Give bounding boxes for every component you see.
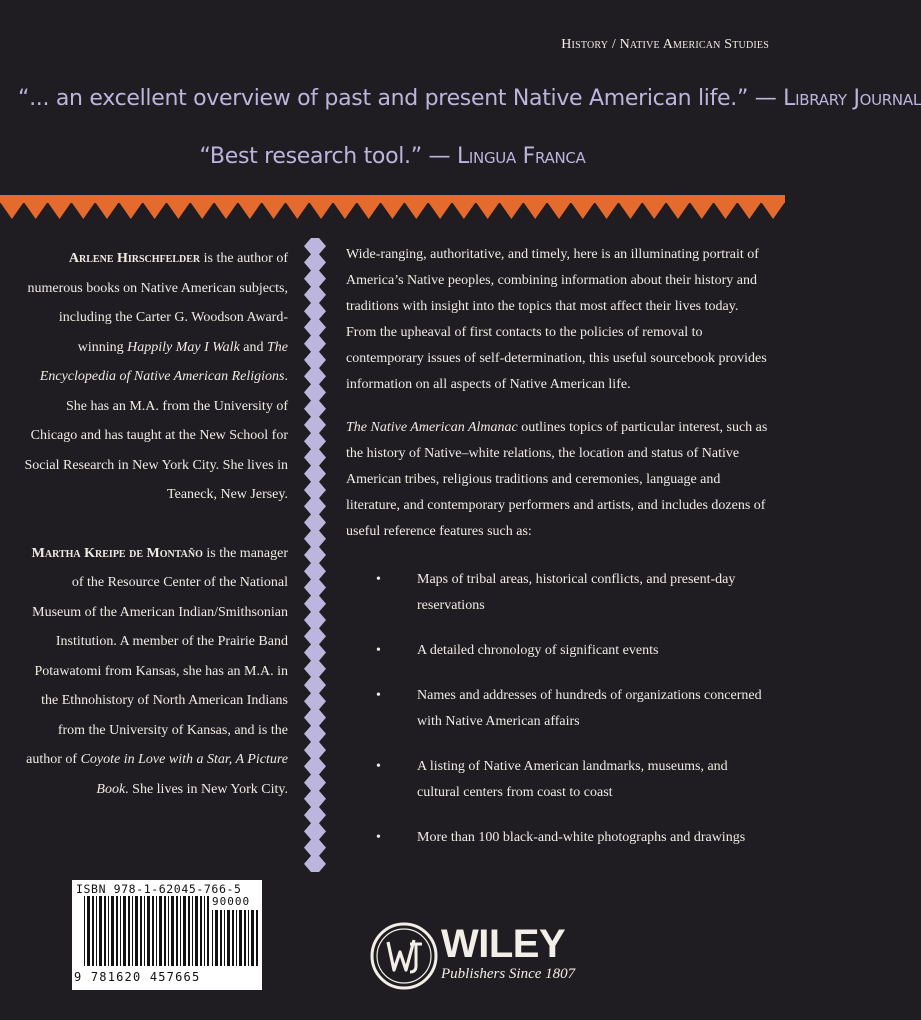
list-item: • A listing of Native American landmarks, museums, and cultural centers from coast to coast xyxy=(346,754,770,806)
book-title-coyote: Coyote in Love with a Star, A Picture Book xyxy=(80,752,288,797)
bullet-icon: • xyxy=(376,759,381,774)
isbn-barcode xyxy=(72,880,262,990)
quote-2-text: “Best research tool.” — xyxy=(199,144,451,169)
description-paragraph-2: The Native American Almanac outlines topics of particular interest, such as the history of Native–white relations, the location and status of Native American tribes, religious traditions and ceremonies, language and literature, and contemporary performers and artists, and includes dozens of useful reference features such as: xyxy=(346,420,768,539)
bullet-icon: • xyxy=(376,643,381,658)
bullet-icon: • xyxy=(376,688,381,703)
book-title-happily-may-i-walk: Happily May I Walk xyxy=(127,339,240,355)
book-description xyxy=(346,242,770,870)
list-item: • Names and addresses of hundreds of organizations concerned with Native American affairs xyxy=(346,683,770,735)
author-bio-2: Martha Kreipe de Montaño is the manager of the Resource Center of the National Museum of the American Indian/Smithsonian Institution. A member of the Prairie Band Potawatomi from Kansas, she has an M.A. in the Ethnohistory of North American Indians from the University of Kansas, and is the author of Coyote in Love with a Star, A Picture Book. She lives in New York City. xyxy=(26,545,288,797)
quote-1 xyxy=(18,86,921,111)
price-code: 90000 xyxy=(212,895,251,908)
quote-2 xyxy=(0,144,785,169)
book-title-encyclopedia: The Encyclopedia of Native American Religions xyxy=(39,339,288,384)
list-item: • Maps of tribal areas, historical conflicts, and present-day reservations xyxy=(346,567,770,619)
author-bio-1: Arlene Hirschfelder is the author of numerous books on Native American subjects, including the Carter G. Woodson Award-winning Happily May I Walk and The Encyclopedia of Native American Religions. She has an M.A. from the University of Chicago and has taught at the New School for Social Research in New York City. She lives in Teaneck, New Jersey. xyxy=(24,251,288,502)
isbn-digits: 9 781620 457665 xyxy=(74,970,201,984)
list-item: • A detailed chronology of significant events xyxy=(346,638,770,664)
feature-list xyxy=(346,567,770,851)
author-bios xyxy=(22,244,288,804)
quote-2-source: Lingua Franca xyxy=(456,144,586,169)
quote-1-text: “... an excellent overview of past and present Native American life.” — xyxy=(18,86,777,111)
publisher-tagline: Publishers Since 1807 xyxy=(441,966,576,982)
author-2-name: Martha Kreipe de Montaño xyxy=(31,545,203,561)
zigzag-border-band xyxy=(0,195,785,221)
bullet-icon: • xyxy=(376,572,381,587)
book-title-almanac: The Native American Almanac xyxy=(346,420,518,435)
bullet-icon: • xyxy=(376,830,381,845)
wiley-logo-icon xyxy=(370,922,438,990)
barcode-bars-icon xyxy=(84,896,209,966)
description-paragraph-1: Wide-ranging, authoritative, and timely, here is an illuminating portrait of America’s Native peoples, combining information about their history and traditions with insight into the topics that most affect their lives today. From the upheaval of first contacts to the policies of removal to contemporary issues of self-determination, this useful sourcebook provides information on all aspects of Native American life. xyxy=(346,247,767,392)
lavender-sawtooth-divider xyxy=(303,238,327,872)
publisher-name: WILEY xyxy=(441,922,566,966)
list-item: • More than 100 black-and-white photographs and drawings xyxy=(346,825,770,851)
author-1-name: Arlene Hirschfelder xyxy=(68,251,201,266)
quote-1-source: Library Journal xyxy=(783,86,921,111)
isbn-label: ISBN 978-1-62045-766-5 xyxy=(76,882,242,896)
price-barcode-bars-icon xyxy=(212,910,258,966)
category-label: History / Native American Studies xyxy=(561,37,769,52)
